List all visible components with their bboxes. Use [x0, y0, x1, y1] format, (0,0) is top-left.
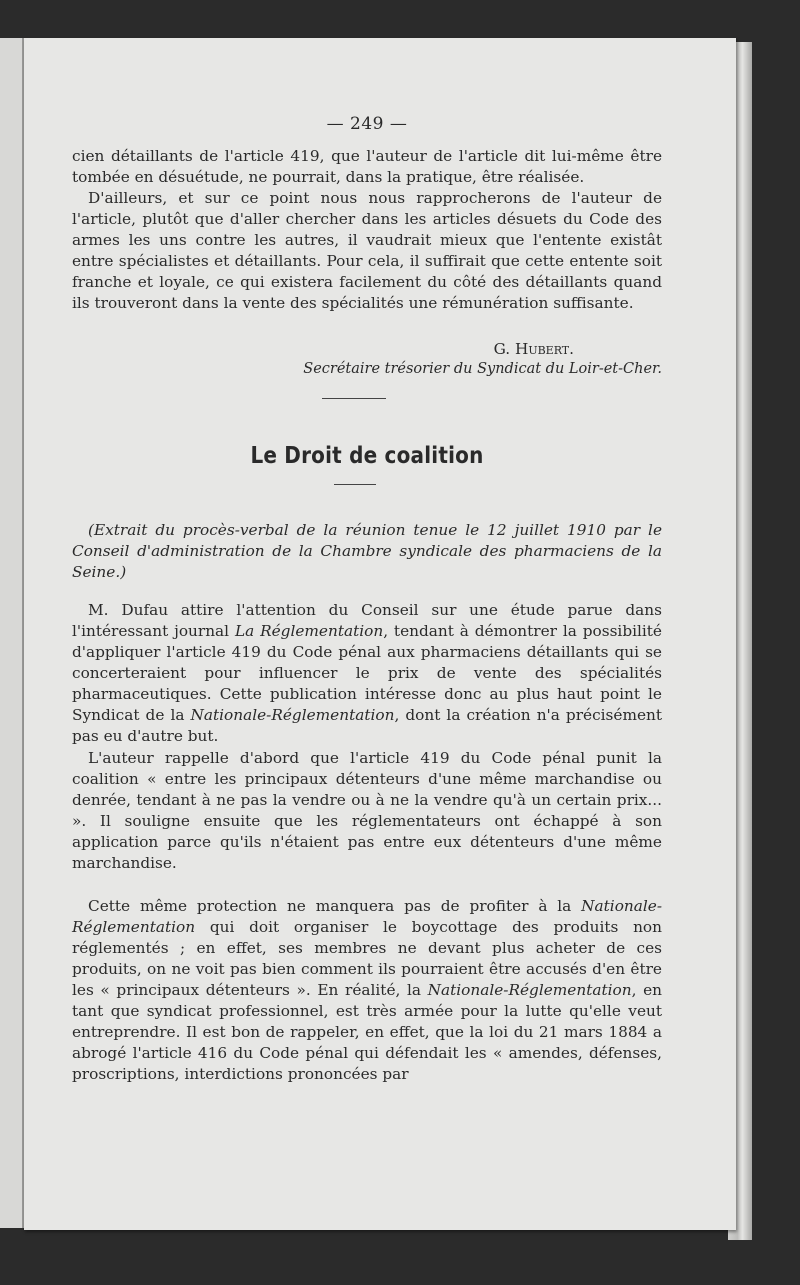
- page-number: — 249 —: [326, 114, 408, 134]
- signature-name: [494, 340, 574, 358]
- organization-name: Nationale-Réglementation: [72, 897, 662, 936]
- text-run: Cette même protection ne manquera pas de profiter à la: [88, 897, 582, 915]
- organization-name: Nationale-Réglementation: [427, 981, 632, 999]
- book-page: [24, 38, 736, 1230]
- text-run: , dont la création n'a précisément pas eu d'autre but.: [72, 706, 663, 745]
- paragraph-protection: [72, 896, 662, 1085]
- paragraph-article-419: L'auteur rappelle d'abord que l'article 419 du Code pénal punit la coalition « entre les principaux détenteurs d'une même marchandise ou denrée, tendant à ne pas la vendre ou à ne la vendre qu'à un certain prix... ». Il souligne ensuite que les réglementateurs ont échappé à son application parce qu'ils n'étaient pas entre eux détenteurs d'une même marchandise.: [72, 749, 662, 872]
- signature-surname: Hubert.: [514, 340, 574, 358]
- paragraph-continuation: cien détaillants de l'article 419, que l'auteur de l'article dit lui-même être tombée en désuétude, ne pourrait, dans la pratique, être réalisée.: [72, 147, 662, 186]
- left-page-edge: [0, 38, 24, 1228]
- article-heading: Le Droit de coalition: [250, 441, 484, 469]
- text-run: , en tant que syndicat professionnel, est très armée pour la lutte qu'elle veut entreprendre. Il est bon de rappeler, en effet, que la loi du 21 mars 1884 a abrogé l'article 416 du Code pénal qui défendait les « amendes, défenses, proscriptions, interdictions prononcées par: [72, 981, 662, 1083]
- section-divider: [322, 398, 386, 399]
- paragraph-dufau: [72, 600, 662, 747]
- heading-underline: [334, 484, 376, 485]
- text-run: M. Dufau attire l'attention du Conseil sur une étude parue dans l'intéressant journal: [72, 601, 662, 640]
- signature-initial: G.: [493, 340, 511, 358]
- organization-name: Nationale-Réglementation: [190, 706, 395, 724]
- extract-note: (Extrait du procès-verbal de la réunion tenue le 12 juillet 1910 par le Conseil d'administration de la Chambre syndicale des pharmaciens de la Seine.): [72, 521, 662, 581]
- paragraph-opinion: D'ailleurs, et sur ce point nous nous rapprocherons de l'auteur de l'article, plutôt que d'aller chercher dans les articles désuets du Code des armes les uns contre les autres, il vaudrait mieux que l'entente existât entre spécialistes et détaillants. Pour cela, il suffirait que cette entente soit franche et loyale, ce qui existera facilement du côté des détaillants quand ils trouveront dans la vente des spécialités une rémunération suffisante.: [72, 189, 662, 312]
- text-run: , tendant à démontrer la possibilité d'appliquer l'article 419 du Code pénal aux pharmaciens détaillants qui se concerteraient pour influencer le prix de vente des spécialités pharmaceutiques. Cette publication intéresse donc au plus haut point le Syndicat de la: [72, 622, 662, 724]
- signature-title: Secrétaire trésorier du Syndicat du Loir-et-Cher.: [303, 361, 662, 377]
- text-run: qui doit organiser le boycottage des produits non réglementés ; en effet, ses membres ne devant plus acheter de ces produits, on ne voit pas bien comment ils pourraient être accusés d'en être les « principaux détenteurs ». En réalité, la: [72, 918, 662, 999]
- journal-title: La Réglementation: [234, 622, 384, 640]
